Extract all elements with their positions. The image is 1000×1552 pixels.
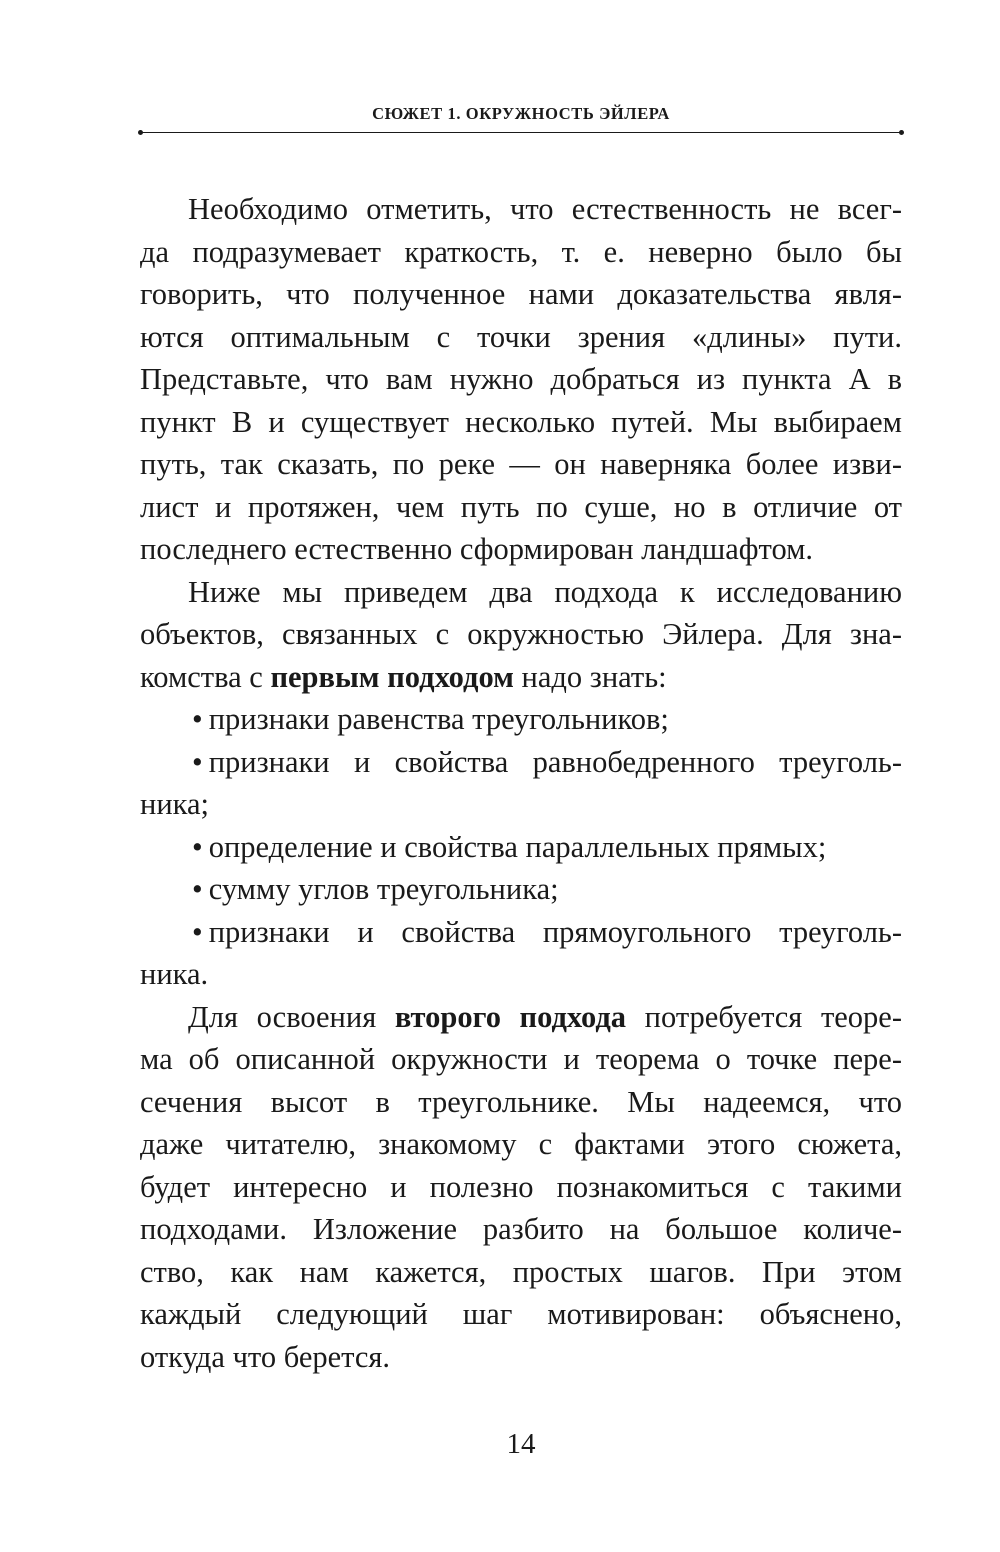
list-item-continuation: ника;	[140, 787, 210, 821]
text-line: подходами. Изложение разбито на большое количе-	[140, 1212, 902, 1246]
text-run: Для освоения	[188, 999, 377, 1034]
bold-term-second-approach: второго подхода	[394, 999, 627, 1034]
text-line: будет интересно и полезно познакомиться с такими	[140, 1169, 902, 1204]
bullet-mark: •	[192, 914, 203, 949]
list-item	[140, 911, 902, 954]
paragraph-1	[140, 188, 902, 571]
paragraph-2	[140, 571, 902, 699]
text-line: последнего естественно сформирован ландшафтом.	[140, 532, 814, 566]
page-number: 14	[506, 1428, 536, 1460]
text-run: надо знать:	[521, 659, 667, 694]
text-line: путь, так сказать, по реке — он наверняка более изви-	[140, 447, 902, 481]
list-item	[140, 698, 902, 741]
paragraph-3	[140, 996, 902, 1379]
text-line	[140, 656, 902, 699]
text-line	[140, 996, 902, 1039]
list-item	[140, 741, 902, 784]
bullet-mark: •	[192, 829, 203, 864]
text-line: сечения высот в треугольнике. Мы надеемся, что	[140, 1084, 902, 1119]
header-rule	[140, 132, 902, 133]
bold-term-first-approach: первым подходом	[270, 659, 514, 694]
text-line: даже читателю, знакомому с фактами этого сюжета,	[140, 1127, 902, 1161]
list-item-text: определение и свойства параллельных прямых;	[208, 829, 827, 864]
text-line: ются оптимальным с точки зрения «длины» пути.	[140, 319, 902, 354]
list-item-text: признаки и свойства прямоугольного треуголь-	[208, 914, 902, 949]
text-line: Ниже мы приведем два подхода к исследованию	[188, 574, 902, 609]
requirements-list	[140, 698, 902, 996]
text-line: объектов, связанных с окружностью Эйлера. Для зна-	[140, 617, 902, 651]
text-run: потребуется теоре-	[644, 999, 903, 1034]
list-item	[140, 868, 902, 911]
text-line: да подразумевает краткость, т. е. неверно было бы	[140, 234, 902, 269]
bullet-mark: •	[192, 702, 203, 736]
bullet-mark: •	[192, 872, 203, 906]
running-head: СЮЖЕТ 1. ОКРУЖНОСТЬ ЭЙЛЕРА	[372, 104, 670, 123]
text-line: откуда что берется.	[140, 1339, 391, 1374]
list-item-text: признаки и свойства равнобедренного треуголь-	[208, 744, 902, 779]
list-item-text: сумму углов треугольника;	[208, 872, 559, 906]
page-body	[140, 188, 902, 1378]
text-line: пункт В и существует несколько путей. Мы выбираем	[140, 404, 902, 439]
text-run: комства с	[140, 659, 263, 694]
text-line: ма об описанной окружности и теорема о точке пере-	[140, 1042, 902, 1076]
text-line: ство, как нам кажется, простых шагов. При этом	[140, 1254, 902, 1289]
list-item-text: признаки равенства треугольников;	[208, 702, 669, 736]
text-line: лист и протяжен, чем путь по суше, но в отличие от	[140, 489, 902, 524]
bullet-mark: •	[192, 744, 203, 779]
text-line: Представьте, что вам нужно добраться из пункта А в	[140, 362, 902, 396]
list-item-continuation: ника.	[140, 957, 209, 991]
text-line: Необходимо отметить, что естественность не всег-	[188, 192, 902, 226]
text-line: говорить, что полученное нами доказательства явля-	[140, 277, 902, 311]
text-line: каждый следующий шаг мотивирован: объяснено,	[140, 1297, 902, 1331]
list-item	[140, 826, 902, 869]
